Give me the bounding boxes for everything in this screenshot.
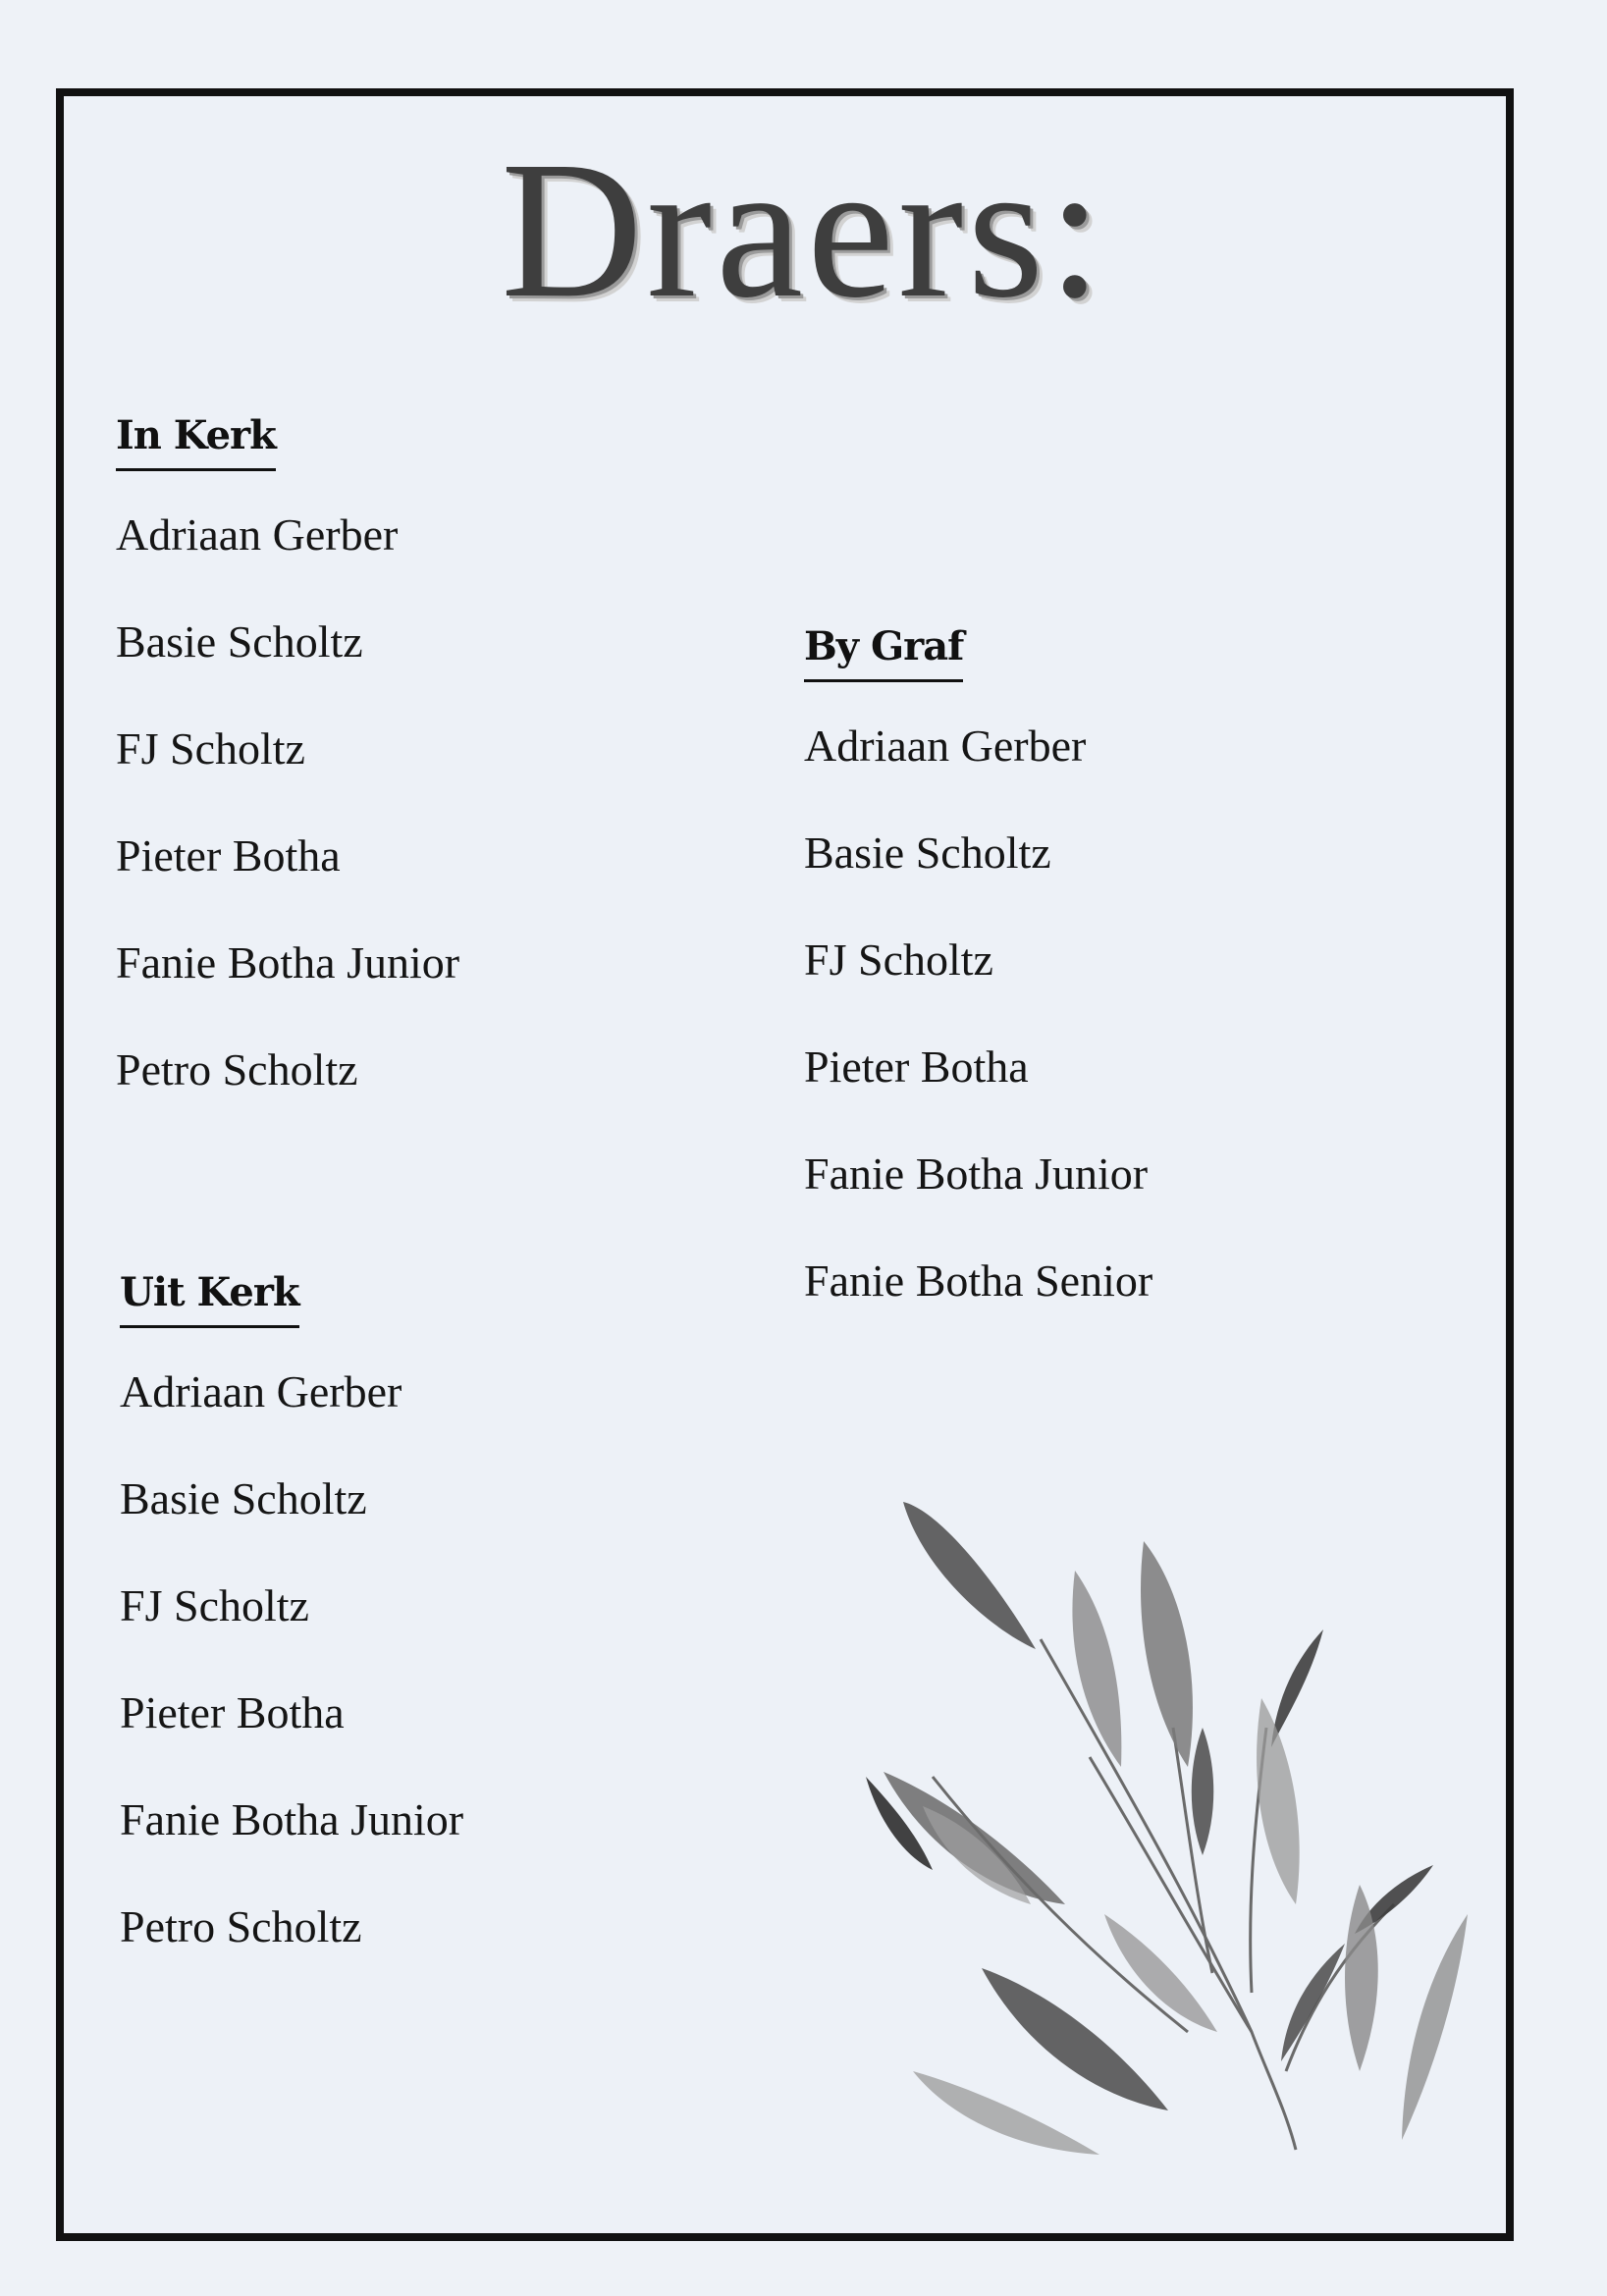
- section-by-graf: [804, 623, 1152, 1334]
- name-item: Petro Scholtz: [120, 1901, 362, 1951]
- name-item: Pieter Botha: [116, 830, 341, 881]
- section-heading-uit-kerk: Uit Kerk: [120, 1269, 299, 1328]
- name-item: Pieter Botha: [120, 1687, 345, 1737]
- name-item: Fanie Botha Senior: [804, 1255, 1153, 1306]
- name-item: Basie Scholtz: [120, 1473, 367, 1523]
- name-item: FJ Scholtz: [804, 934, 993, 985]
- section-heading-by-graf: By Graf: [804, 623, 963, 682]
- section-in-kerk: [116, 412, 459, 1123]
- name-item: Fanie Botha Junior: [116, 937, 460, 988]
- name-item: Fanie Botha Junior: [120, 1794, 464, 1844]
- name-item: Basie Scholtz: [804, 828, 1051, 878]
- name-item: FJ Scholtz: [116, 723, 305, 774]
- name-item: Pieter Botha: [804, 1041, 1029, 1092]
- section-heading-in-kerk: In Kerk: [116, 412, 276, 471]
- name-item: Fanie Botha Junior: [804, 1148, 1149, 1199]
- name-item: Petro Scholtz: [116, 1044, 358, 1095]
- name-item: Adriaan Gerber: [120, 1366, 402, 1416]
- name-item: Basie Scholtz: [116, 616, 363, 667]
- section-uit-kerk: [120, 1269, 463, 1980]
- name-item: FJ Scholtz: [120, 1580, 309, 1630]
- leaves-illustration-icon: [864, 1482, 1492, 2160]
- name-item: Adriaan Gerber: [804, 721, 1087, 771]
- page-title: Draers:: [501, 122, 1106, 339]
- name-item: Adriaan Gerber: [116, 509, 399, 560]
